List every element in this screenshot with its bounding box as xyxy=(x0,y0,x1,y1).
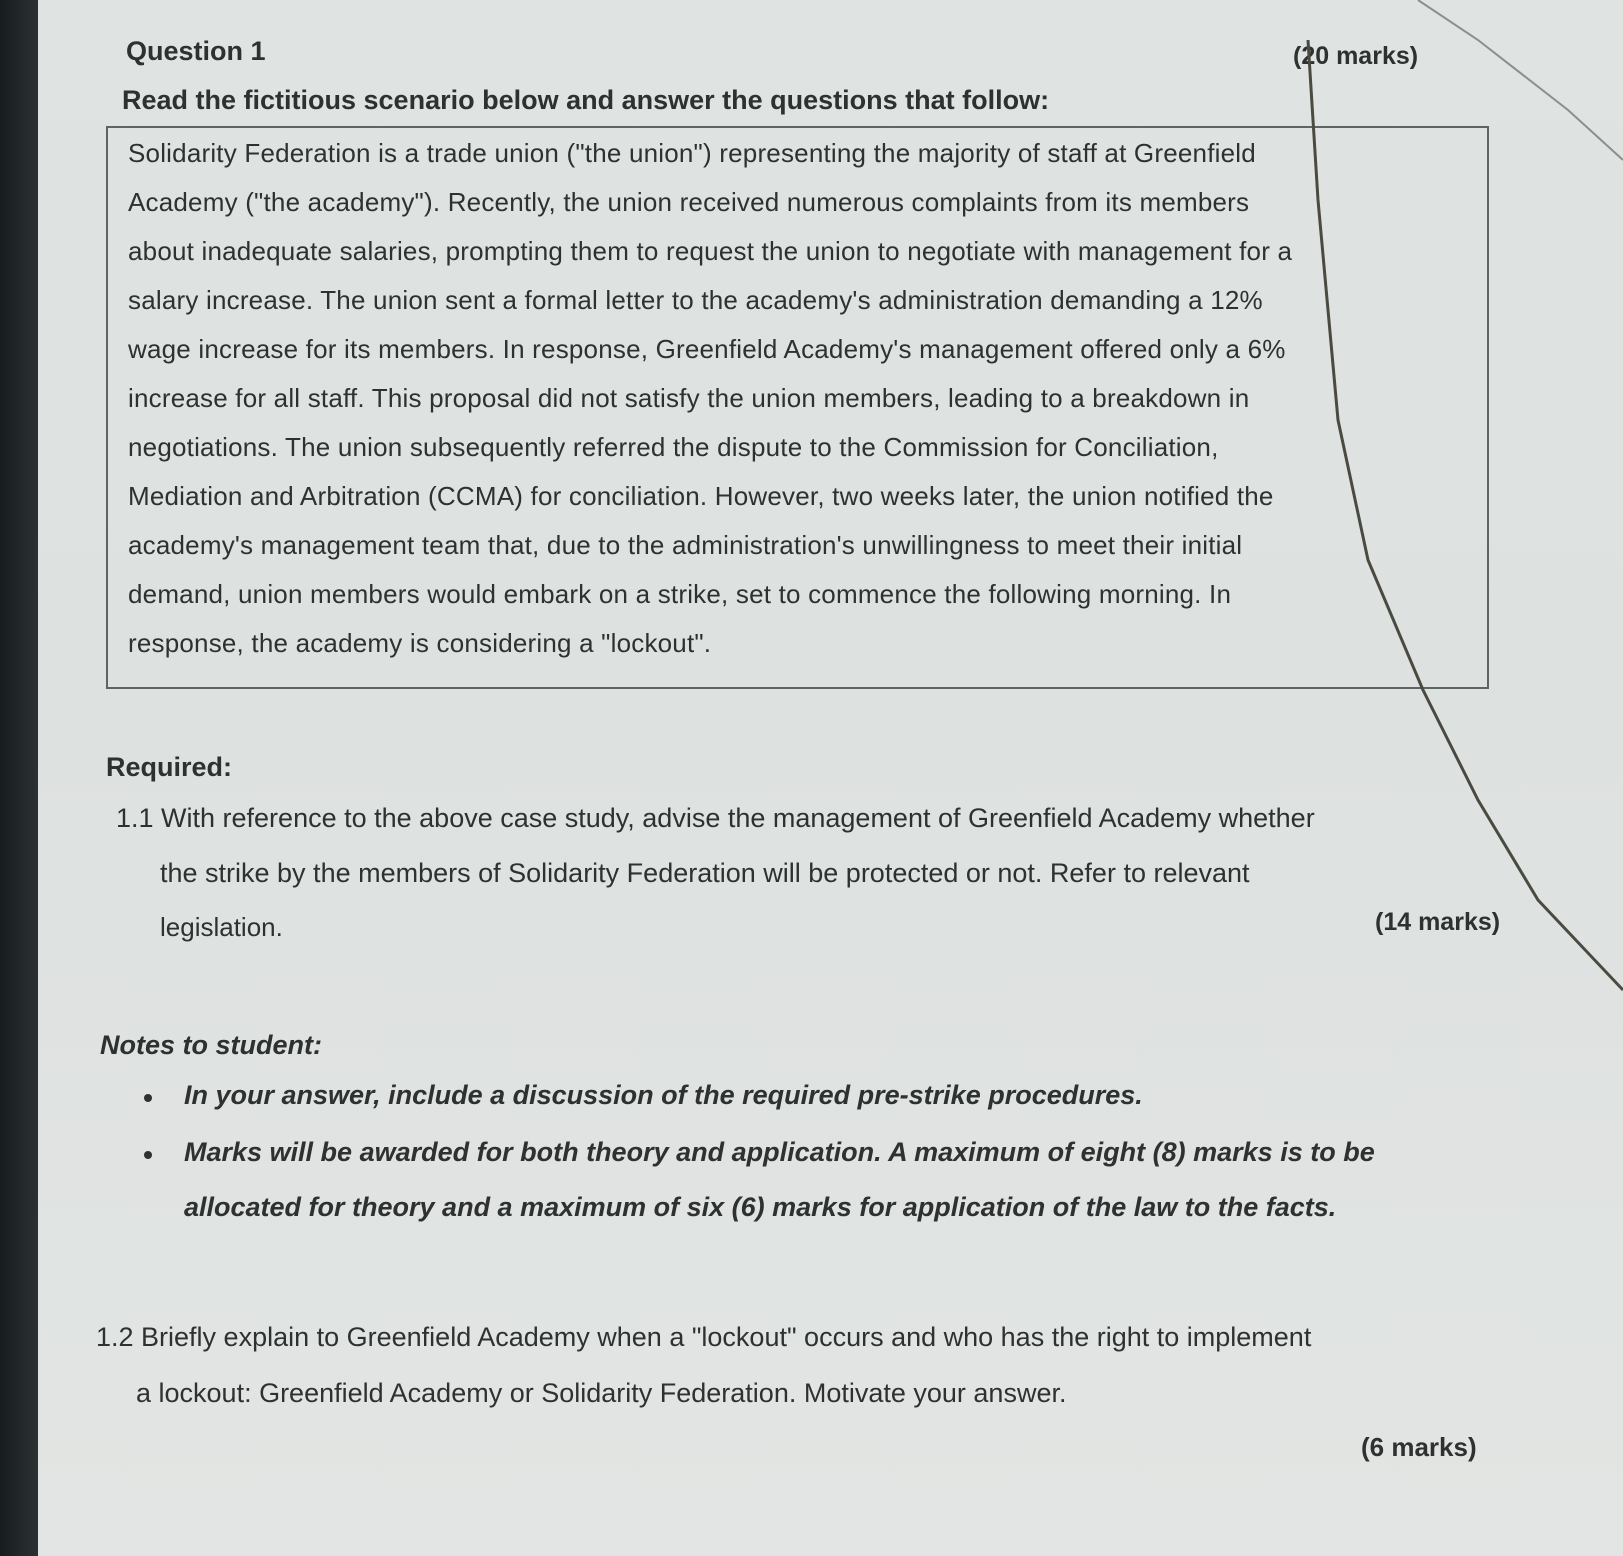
pen-strike-overlay xyxy=(38,0,1623,1556)
crease-line xyxy=(1418,0,1623,160)
scenario-instruction: Read the fictitious scenario below and answer the questions that follow: xyxy=(122,85,1050,115)
note-item-2-continued: allocated for theory and a maximum of six (6) marks for application of the law to the facts. xyxy=(184,1192,1337,1222)
exam-page xyxy=(38,0,1623,1556)
scenario-line: academy's management team that, due to the administration's unwillingness to meet their initial xyxy=(128,530,1243,560)
note-item-1: In your answer, include a discussion of the required pre-strike procedures. xyxy=(184,1080,1143,1110)
pen-line xyxy=(1308,40,1623,990)
scenario-line: response, the academy is considering a "lockout". xyxy=(128,628,712,658)
question-title: Question 1 xyxy=(126,36,266,66)
question-1-2-line1: 1.2 Briefly explain to Greenfield Academy when a "lockout" occurs and who has the right to implement xyxy=(96,1322,1312,1352)
scenario-line: Solidarity Federation is a trade union ("the union") representing the majority of staff at Greenfield xyxy=(128,138,1256,168)
scenario-line: Mediation and Arbitration (CCMA) for conciliation. However, two weeks later, the union notified the xyxy=(128,481,1274,511)
scenario-line: Academy ("the academy"). Recently, the union received numerous complaints from its members xyxy=(128,187,1250,217)
required-heading: Required: xyxy=(106,752,233,782)
question-1-1-marks: (14 marks) xyxy=(1375,908,1501,936)
scenario-line: increase for all staff. This proposal did not satisfy the union members, leading to a breakdown in xyxy=(128,383,1250,413)
scenario-line: about inadequate salaries, prompting them to request the union to negotiate with management for a xyxy=(128,236,1293,266)
scenario-line: negotiations. The union subsequently referred the dispute to the Commission for Conciliation, xyxy=(128,432,1219,462)
scenario-line: demand, union members would embark on a strike, set to commence the following morning. In xyxy=(128,579,1232,609)
question-1-2-marks: (6 marks) xyxy=(1361,1432,1477,1462)
scenario-line: salary increase. The union sent a formal letter to the academy's administration demanding a 12% xyxy=(128,285,1263,315)
scenario-line: wage increase for its members. In response, Greenfield Academy's management offered only a 6% xyxy=(128,334,1286,364)
question-1-1-line3: legislation. xyxy=(160,912,283,942)
notes-heading: Notes to student: xyxy=(100,1030,322,1060)
question-total-marks: (20 marks) xyxy=(1293,42,1419,70)
question-1-2-line2: a lockout: Greenfield Academy or Solidarity Federation. Motivate your answer. xyxy=(136,1378,1067,1408)
note-item-2: Marks will be awarded for both theory and application. A maximum of eight (8) marks is to be xyxy=(184,1137,1375,1167)
screen-bezel xyxy=(0,0,38,1556)
question-1-1-line1: 1.1 With reference to the above case study, advise the management of Greenfield Academy whether xyxy=(116,803,1315,833)
question-1-1-line2: the strike by the members of Solidarity Federation will be protected or not. Refer to relevant xyxy=(160,858,1250,888)
